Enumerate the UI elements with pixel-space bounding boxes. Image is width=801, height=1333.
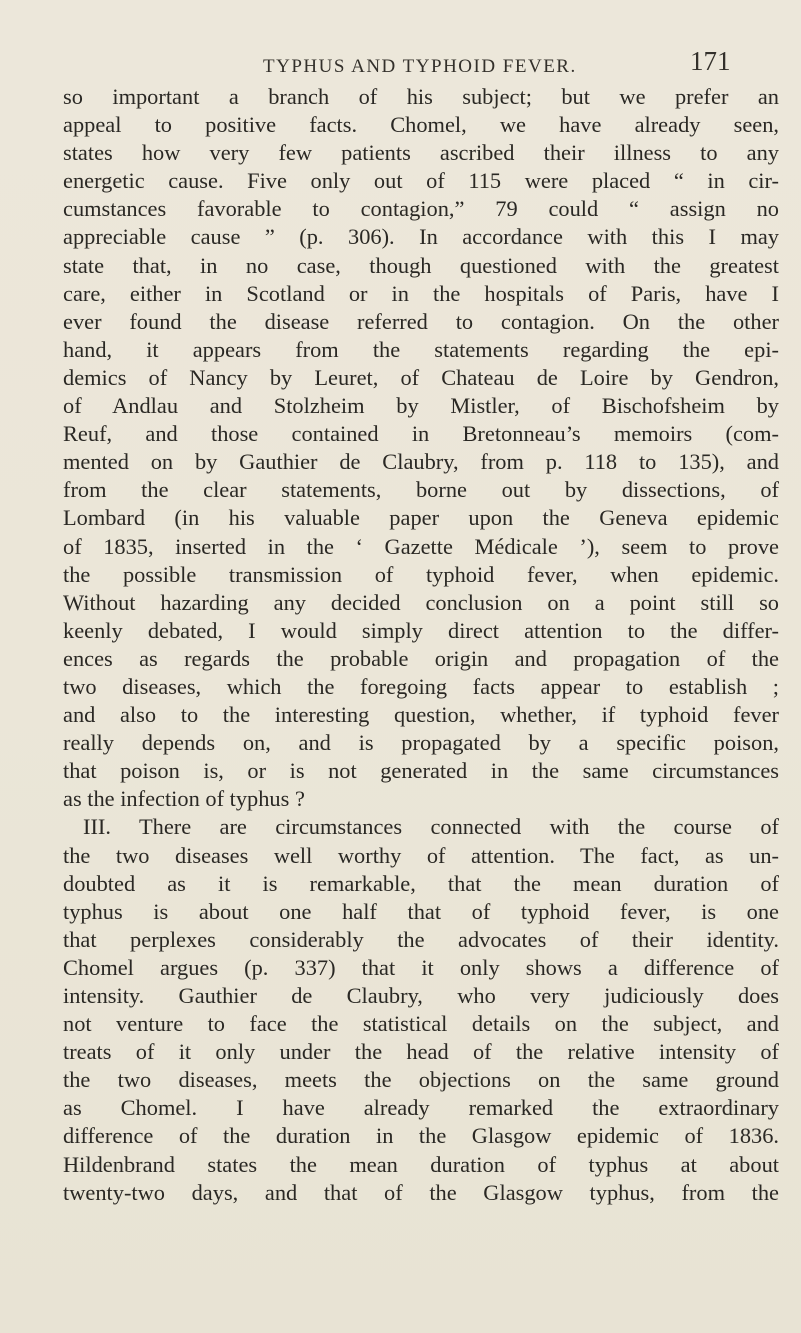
text-line: energetic cause. Five only out of 115 were placed “ in cir-	[63, 168, 779, 194]
text-line: of Andlau and Stolzheim by Mistler, of Bischofsheim by	[63, 393, 779, 419]
text-line: III. There are circumstances connected with the course of	[83, 814, 779, 840]
text-line: Lombard (in his valuable paper upon the Geneva epidemic	[63, 505, 779, 531]
running-title: TYPHUS AND TYPHOID FEVER.	[263, 56, 577, 77]
text-line: Reuf, and those contained in Bretonneau’s memoirs (com-	[63, 421, 779, 447]
body-text	[63, 83, 779, 1207]
text-line: doubted as it is remarkable, that the mean duration of	[63, 870, 779, 896]
text-line: ever found the disease referred to contagion. On the other	[63, 308, 779, 334]
text-line: of 1835, inserted in the ‘ Gazette Médicale ’), seem to prove	[63, 533, 779, 559]
text-line: so important a branch of his subject; but we prefer an	[63, 84, 779, 109]
page-number: 171	[690, 46, 731, 76]
text-line: appreciable cause ” (p. 306). In accordance with this I may	[63, 224, 779, 250]
text-line: twenty-two days, and that of the Glasgow typhus, from the	[63, 1179, 779, 1205]
text-line: from the clear statements, borne out by dissections, of	[63, 477, 779, 503]
text-line: keenly debated, I would simply direct attention to the differ-	[63, 617, 779, 643]
text-line: the possible transmission of typhoid fever, when epidemic.	[63, 561, 779, 587]
text-line: hand, it appears from the statements regarding the epi-	[63, 336, 779, 362]
text-line: cumstances favorable to contagion,” 79 could “ assign no	[63, 196, 779, 222]
text-line: mented on by Gauthier de Claubry, from p. 118 to 135), and	[63, 449, 779, 475]
text-line: that perplexes considerably the advocates of their identity.	[63, 926, 779, 952]
text-line: Chomel argues (p. 337) that it only shows a difference of	[63, 954, 779, 980]
text-line: intensity. Gauthier de Claubry, who very judiciously does	[63, 983, 779, 1008]
text-line: states how very few patients ascribed their illness to any	[63, 140, 779, 166]
text-line: state that, in no case, though questioned with the greatest	[63, 252, 779, 278]
text-line: Without hazarding any decided conclusion on a point still so	[63, 589, 779, 615]
running-head	[0, 46, 801, 84]
text-line: as Chomel. I have already remarked the extraordinary	[63, 1095, 779, 1121]
text-line: appeal to positive facts. Chomel, we have already seen,	[63, 112, 779, 138]
text-line: ences as regards the probable origin and propagation of the	[63, 645, 779, 671]
text-line: demics of Nancy by Leuret, of Chateau de Loire by Gendron,	[63, 364, 779, 390]
text-line: that poison is, or is not generated in the same circumstances	[63, 758, 779, 784]
text-line: as the infection of typhus ?	[63, 786, 305, 812]
text-line: treats of it only under the head of the relative intensity of	[63, 1039, 779, 1065]
text-line: care, either in Scotland or in the hospitals of Paris, have I	[63, 280, 779, 306]
text-line: really depends on, and is propagated by a specific poison,	[63, 730, 779, 756]
text-line: typhus is about one half that of typhoid fever, is one	[63, 898, 779, 924]
text-line: the two diseases, meets the objections on the same ground	[63, 1067, 779, 1093]
text-line: Hildenbrand states the mean duration of typhus at about	[63, 1151, 779, 1177]
text-line: not venture to face the statistical details on the subject, and	[63, 1011, 779, 1037]
text-line: two diseases, which the foregoing facts appear to establish ;	[63, 673, 779, 699]
text-line: and also to the interesting question, whether, if typhoid fever	[63, 702, 779, 728]
text-line: difference of the duration in the Glasgow epidemic of 1836.	[63, 1123, 779, 1149]
text-line: the two diseases well worthy of attention. The fact, as un-	[63, 842, 779, 868]
